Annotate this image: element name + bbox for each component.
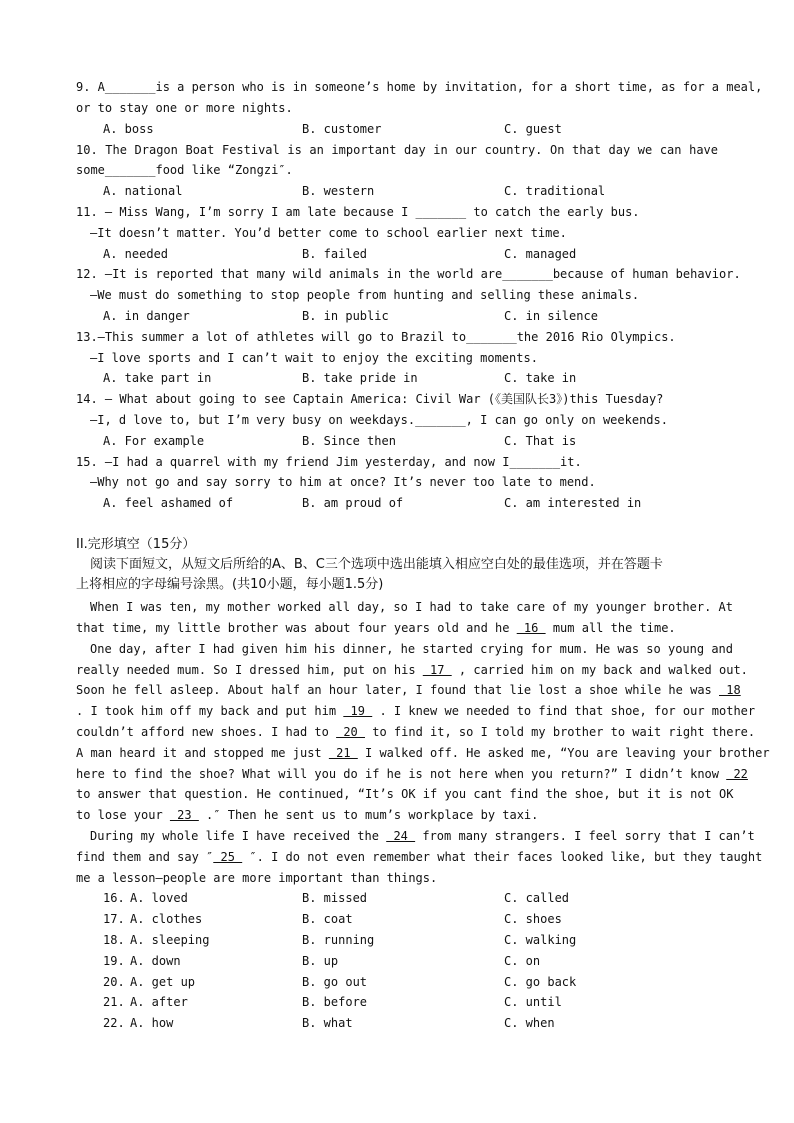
cloze-option-c: C. until: [504, 995, 562, 1009]
question-12-option-a: A. in danger: [103, 309, 190, 323]
question-10-stem-cont: some_______food like “Zongzi″.: [76, 163, 293, 177]
question-14-reply: —I, d love to, but I’m very busy on weekdays._______, I can go only on weekends.: [90, 413, 668, 427]
cloze-number: 22.: [103, 1016, 125, 1030]
passage-line: One day, after I had given him his dinner, he started crying for mum. He was so young and: [90, 642, 733, 656]
question-14-stem: 14. — What about going to see Captain America: Civil War (《美国队长3》)this Tuesday?: [76, 392, 664, 406]
question-9-option-c: C. guest: [504, 122, 562, 136]
passage-line: to lose your 23 .″ Then he sent us to mum’s workplace by taxi.: [76, 808, 539, 822]
question-13-option-c: C. take in: [504, 371, 577, 385]
blank-24: 24: [386, 829, 416, 843]
question-13-stem: 13.—This summer a lot of athletes will go to Brazil to_______the 2016 Rio Olympics.: [76, 330, 676, 344]
passage-line: that time, my little brother was about four years old and he 16 mum all the time.: [76, 621, 676, 635]
question-12-option-c: C. in silence: [504, 309, 598, 323]
cloze-option-c: C. when: [504, 1016, 555, 1030]
cloze-option-a: A. clothes: [130, 912, 203, 926]
question-11-option-c: C. managed: [504, 247, 577, 261]
cloze-option-a: A. down: [130, 954, 181, 968]
question-14-option-a: A. For example: [103, 434, 205, 448]
blank-21: 21: [328, 746, 358, 760]
question-15-reply: —Why not go and say sorry to him at once? It’s never too late to mend.: [90, 475, 596, 489]
passage-line: me a lesson—people are more important than things.: [76, 871, 438, 885]
question-9-stem-cont: or to stay one or more nights.: [76, 101, 293, 115]
question-11-stem: 11. — Miss Wang, I’m sorry I am late because I _______ to catch the early bus.: [76, 205, 640, 219]
blank-20: 20: [336, 725, 365, 739]
question-12-option-b: B. in public: [302, 309, 389, 323]
question-9-option-a: A. boss: [103, 122, 154, 136]
question-14-option-c: C. That is: [504, 434, 577, 448]
cloze-option-a: A. after: [130, 995, 188, 1009]
question-11-option-b: B. failed: [302, 247, 368, 261]
cloze-option-a: A. loved: [130, 891, 188, 905]
cloze-option-c: C. go back: [504, 975, 577, 989]
cloze-option-c: C. on: [504, 954, 541, 968]
section-title: II.完形填空（15分）: [76, 537, 196, 552]
cloze-option-b: B. up: [302, 954, 339, 968]
section-instruction-cont: 上将相应的字母编号涂黑。(共10小题，每小题1.5分): [76, 577, 384, 592]
cloze-number: 18.: [103, 933, 125, 947]
cloze-option-b: B. go out: [302, 975, 368, 989]
question-15-option-a: A. feel ashamed of: [103, 496, 234, 510]
question-13-option-b: B. take pride in: [302, 371, 418, 385]
question-10-option-c: C. traditional: [504, 184, 606, 198]
blank-22: 22: [726, 767, 748, 781]
question-13-reply: —I love sports and I can’t wait to enjoy the exciting moments.: [90, 351, 538, 365]
question-9-stem: 9. A_______is a person who is in someone’s home by invitation, for a short time, as for a meal,: [76, 80, 763, 94]
cloze-number: 16.: [103, 891, 125, 905]
question-12-stem: 12. —It is reported that many wild animals in the world are_______because of human behavior.: [76, 267, 741, 281]
passage-line: . I took him off my back and put him 19 . I knew we needed to find that shoe, for our mother: [76, 704, 756, 718]
cloze-number: 21.: [103, 995, 125, 1009]
question-10-option-a: A. national: [103, 184, 183, 198]
blank-25: 25: [213, 850, 243, 864]
question-9-option-b: B. customer: [302, 122, 382, 136]
passage-line: really needed mum. So I dressed him, put on his 17 , carried him on my back and walked out.: [76, 663, 748, 677]
cloze-option-b: B. running: [302, 933, 375, 947]
cloze-number: 19.: [103, 954, 125, 968]
question-13-option-a: A. take part in: [103, 371, 212, 385]
cloze-option-a: A. how: [130, 1016, 174, 1030]
passage-line: find them and say ″ 25 ″. I do not even remember what their faces looked like, but they taught: [76, 850, 763, 864]
cloze-option-b: B. coat: [302, 912, 353, 926]
cloze-option-c: C. shoes: [504, 912, 562, 926]
blank-19: 19: [343, 704, 373, 718]
question-14-option-b: B. Since then: [302, 434, 396, 448]
question-11-reply: —It doesn’t matter. You’d better come to school earlier next time.: [90, 226, 567, 240]
blank-23: 23: [169, 808, 199, 822]
passage-line: When I was ten, my mother worked all day, so I had to take care of my younger brother. At: [90, 600, 733, 614]
passage-line: During my whole life I have received the 24 from many strangers. I feel sorry that I can’t: [90, 829, 755, 843]
cloze-option-b: B. before: [302, 995, 368, 1009]
passage-line: couldn’t afford new shoes. I had to 20 to find it, so I told my brother to wait right there.: [76, 725, 756, 739]
cloze-option-c: C. walking: [504, 933, 577, 947]
blank-16: 16: [516, 621, 546, 635]
passage-line: to answer that question. He continued, “It’s OK if you cant find the shoe, but it is not OK: [76, 787, 734, 801]
passage-line: Soon he fell asleep. About half an hour later, I found that lie lost a shoe while he was 18: [76, 683, 741, 697]
cloze-option-a: A. sleeping: [130, 933, 210, 947]
passage-line: A man heard it and stopped me just 21 I walked off. He asked me, “You are leaving your brother: [76, 746, 770, 760]
question-15-option-c: C. am interested in: [504, 496, 642, 510]
question-15-option-b: B. am proud of: [302, 496, 404, 510]
section-instruction: 阅读下面短文，从短文后所给的A、B、C三个选项中选出能填入相应空白处的最佳选项，并在答题卡: [90, 557, 663, 572]
question-12-reply: —We must do something to stop people from hunting and selling these animals.: [90, 288, 640, 302]
cloze-option-a: A. get up: [130, 975, 196, 989]
question-15-stem: 15. —I had a quarrel with my friend Jim yesterday, and now I_______it.: [76, 455, 582, 469]
blank-18: 18: [719, 683, 741, 697]
cloze-number: 20.: [103, 975, 125, 989]
cloze-option-b: B. what: [302, 1016, 353, 1030]
cloze-number: 17.: [103, 912, 125, 926]
question-10-option-b: B. western: [302, 184, 375, 198]
cloze-option-b: B. missed: [302, 891, 368, 905]
blank-17: 17: [422, 663, 452, 677]
cloze-option-c: C. called: [504, 891, 570, 905]
passage-line: here to find the shoe? What will you do if he is not here when you return?” I didn’t know 22: [76, 767, 748, 781]
question-10-stem: 10. The Dragon Boat Festival is an important day in our country. On that day we can have: [76, 143, 718, 157]
question-11-option-a: A. needed: [103, 247, 169, 261]
